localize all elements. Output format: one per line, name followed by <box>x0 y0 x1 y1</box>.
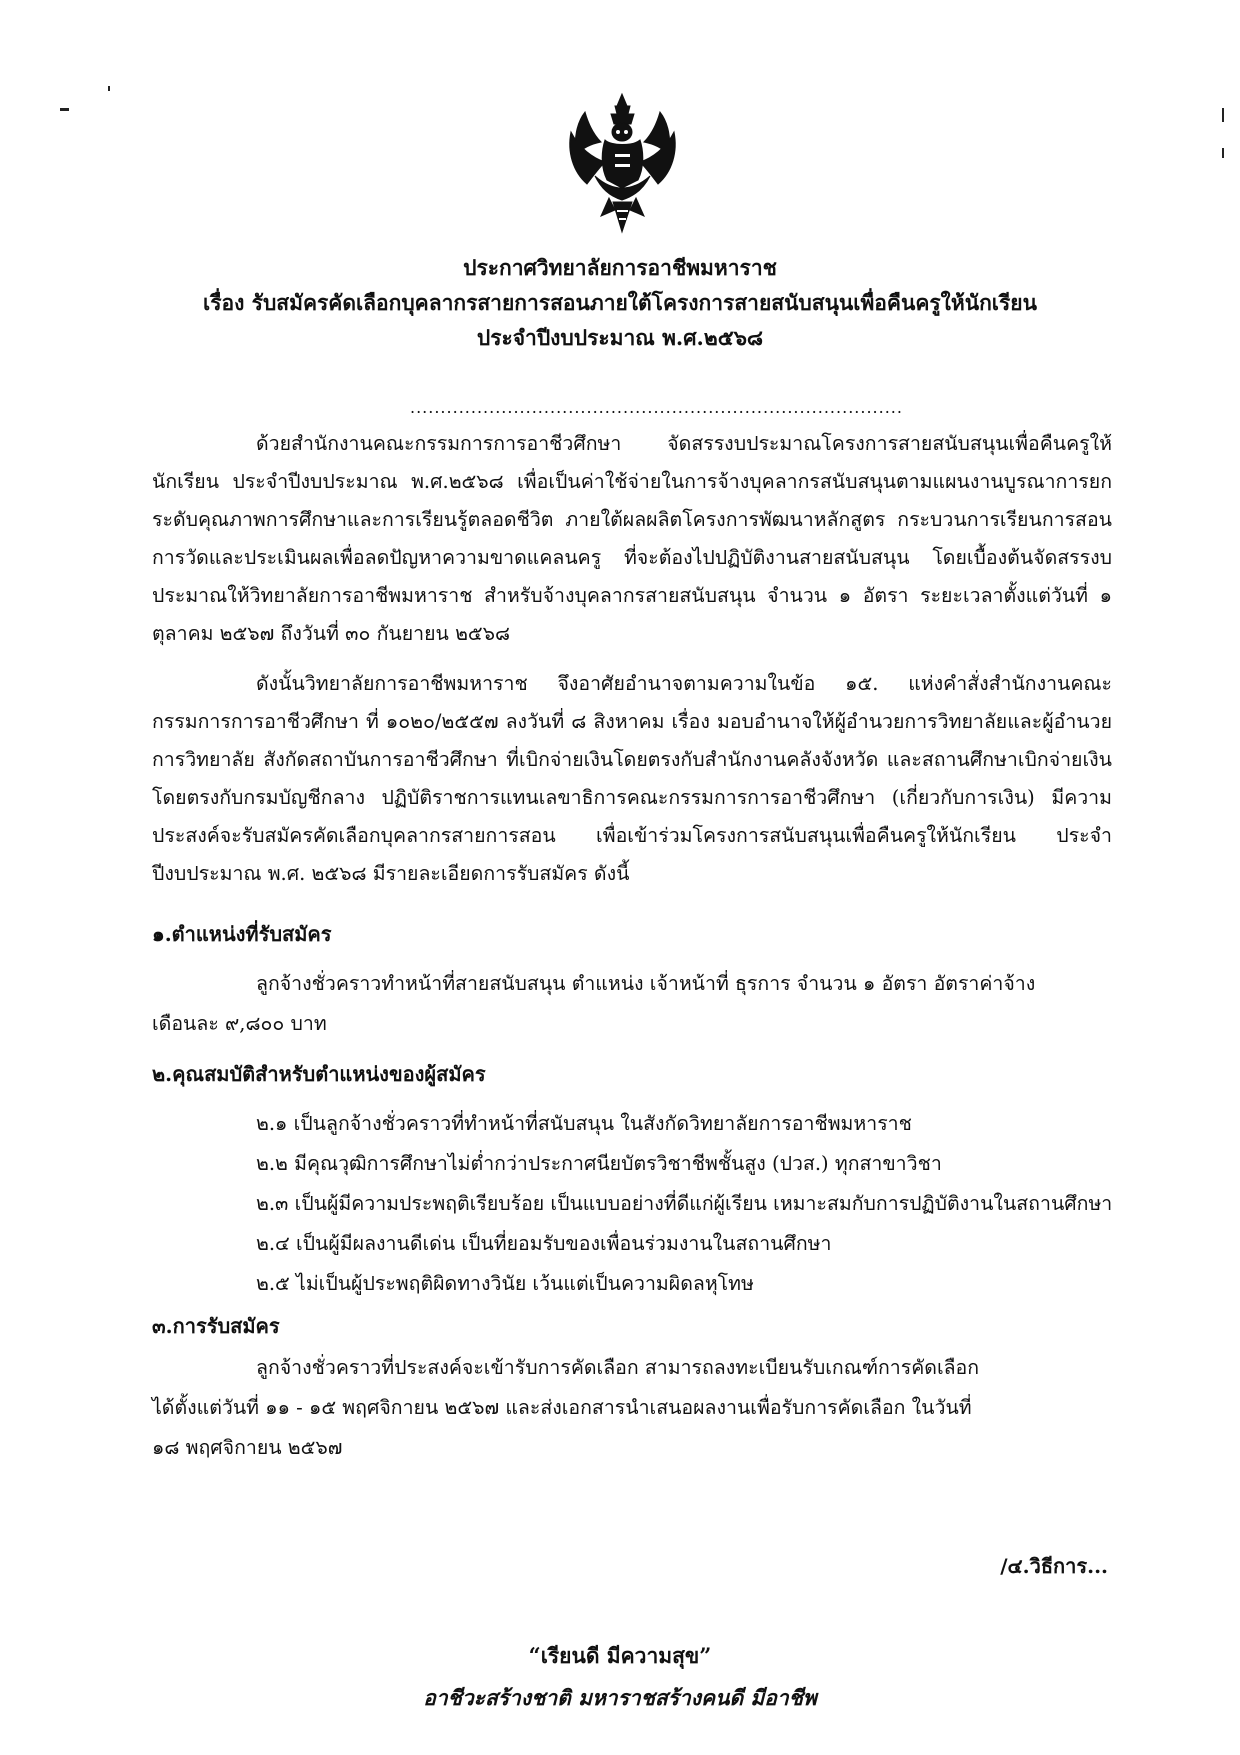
continued-marker: /๔.วิธีการ... <box>1000 1554 1108 1578</box>
qualification-item: ๒.๕ ไม่เป็นผู้ประพฤติผิดทางวินัย เว้นแต่เป็นความผิดลหุโทษ <box>256 1272 754 1295</box>
section-1-line-2: เดือนละ ๙,๘๐๐ บาท <box>152 1012 327 1035</box>
intro-paragraph-1-text: ด้วยสำนักงานคณะกรรมการการอาชีวศึกษา จัดสรรงบประมาณโครงการสายสนับสนุนเพื่อคืนครูให้นักเรียน ประจำปีงบประมาณ พ.ศ.๒๕๖๘ เพื่อเป็นค่าใช้จ่ายในการจ้างบุคลากรสนับสนุนตามแผนงานบูรณาการยกระดับคุณภาพการศึกษาและการเรียนรู้ตลอดชีวิต ภายใต้ผลผลิตโครงการพัฒนาหลักสูตร กระบวนการเรียนการสอน การวัดและประเมินผลเพื่อลดปัญหาความขาดแคลนครู ที่จะต้องไปปฏิบัติงานสายสนับสนุน โดยเบื้องต้นจัดสรรงบประมาณให้วิทยาลัยการอาชีพมหาราช สำหรับจ้างบุคลากรสายสนับสนุน จำนวน ๑ อัตรา ระยะเวลาตั้งแต่วันที่ ๑ ตุลาคม ๒๕๖๗ ถึงวันที่ ๓๐ กันยายน ๒๕๖๘ <box>152 432 1112 645</box>
qualification-item: ๒.๔ เป็นผู้มีผลงานดีเด่น เป็นที่ยอมรับของเพื่อนร่วมงานในสถานศึกษา <box>256 1232 832 1255</box>
qualification-item: ๒.๓ เป็นผู้มีความประพฤติเรียบร้อย เป็นแบบอย่างที่ดีแก่ผู้เรียน เหมาะสมกับการปฏิบัติงานในสถานศึกษา <box>256 1192 1113 1215</box>
scan-speck <box>108 86 110 91</box>
fiscal-year: ประจำปีงบประมาณ พ.ศ.๒๕๖๘ <box>476 325 764 350</box>
section-1-title: ๑.ตำแหน่งที่รับสมัคร <box>152 922 332 946</box>
separator-dots: ................................................................................. <box>410 398 903 417</box>
announcement-subject: เรื่อง รับสมัครคัดเลือกบุคลากรสายการสอนภายใต้โครงการสายสนับสนุนเพื่อคืนครูให้นักเรียน <box>203 290 1037 315</box>
section-3-title: ๓.การรับสมัคร <box>152 1314 280 1338</box>
scan-speck <box>60 108 69 111</box>
scan-speck <box>1222 108 1224 122</box>
section-1-line-1: ลูกจ้างชั่วคราวทำหน้าที่สายสนับสนุน ตำแหน่ง เจ้าหน้าที่ ธุรการ จำนวน ๑ อัตรา อัตราค่าจ้าง <box>256 972 1036 995</box>
intro-paragraph-2 <box>152 665 1112 893</box>
intro-paragraph-2-text: ดังนั้นวิทยาลัยการอาชีพมหาราช จึงอาศัยอำนาจตามความในข้อ ๑๕. แห่งคำสั่งสำนักงานคณะกรรมการการอาชีวศึกษา ที่ ๑๐๒๐/๒๕๕๗ ลงวันที่ ๘ สิงหาคม เรื่อง มอบอำนาจให้ผู้อำนวยการวิทยาลัยและผู้อำนวยการวิทยาลัย สังกัดสถาบันการอาชีวศึกษา ที่เบิกจ่ายเงินโดยตรงกับสำนักงานคลังจังหวัด และสถานศึกษาเบิกจ่ายเงินโดยตรงกับกรมบัญชีกลาง ปฏิบัติราชการแทนเลขาธิการคณะกรรมการการอาชีวศึกษา (เกี่ยวกับการเงิน) มีความประสงค์จะรับสมัครคัดเลือกบุคลากรสายการสอน เพื่อเข้าร่วมโครงการสนับสนุนเพื่อคืนครูให้นักเรียน ประจำปีงบประมาณ พ.ศ. ๒๕๖๘ มีรายละเอียดการรับสมัคร ดังนี้ <box>152 672 1112 885</box>
college-slogan: อาชีวะสร้างชาติ มหาราชสร้างคนดี มีอาชีพ <box>423 1685 817 1710</box>
section-3-line-3: ๑๘ พฤศจิกายน ๒๕๖๗ <box>152 1436 343 1459</box>
college-motto: “เรียนดี มีความสุข” <box>528 1643 712 1668</box>
garuda-emblem-icon <box>565 92 680 237</box>
section-2-title: ๒.คุณสมบัติสำหรับตำแหน่งของผู้สมัคร <box>152 1062 486 1086</box>
section-3-line-1: ลูกจ้างชั่วคราวที่ประสงค์จะเข้ารับการคัดเลือก สามารถลงทะเบียนรับเกณฑ์การคัดเลือก <box>256 1356 980 1379</box>
qualification-item: ๒.๒ มีคุณวุฒิการศึกษาไม่ต่ำกว่าประกาศนียบัตรวิชาชีพชั้นสูง (ปวส.) ทุกสาขาวิชา <box>256 1152 942 1175</box>
intro-paragraph-1 <box>152 425 1112 653</box>
scan-speck <box>1222 148 1224 158</box>
qualification-item: ๒.๑ เป็นลูกจ้างชั่วคราวที่ทำหน้าที่สนับสนุน ในสังกัดวิทยาลัยการอาชีพมหาราช <box>256 1112 912 1135</box>
section-3-line-2: ได้ตั้งแต่วันที่ ๑๑ - ๑๕ พฤศจิกายน ๒๕๖๗ และส่งเอกสารนำเสนอผลงานเพื่อรับการคัดเลือก ในวันที่ <box>152 1396 972 1419</box>
announcement-title: ประกาศวิทยาลัยการอาชีพมหาราช <box>463 255 777 280</box>
